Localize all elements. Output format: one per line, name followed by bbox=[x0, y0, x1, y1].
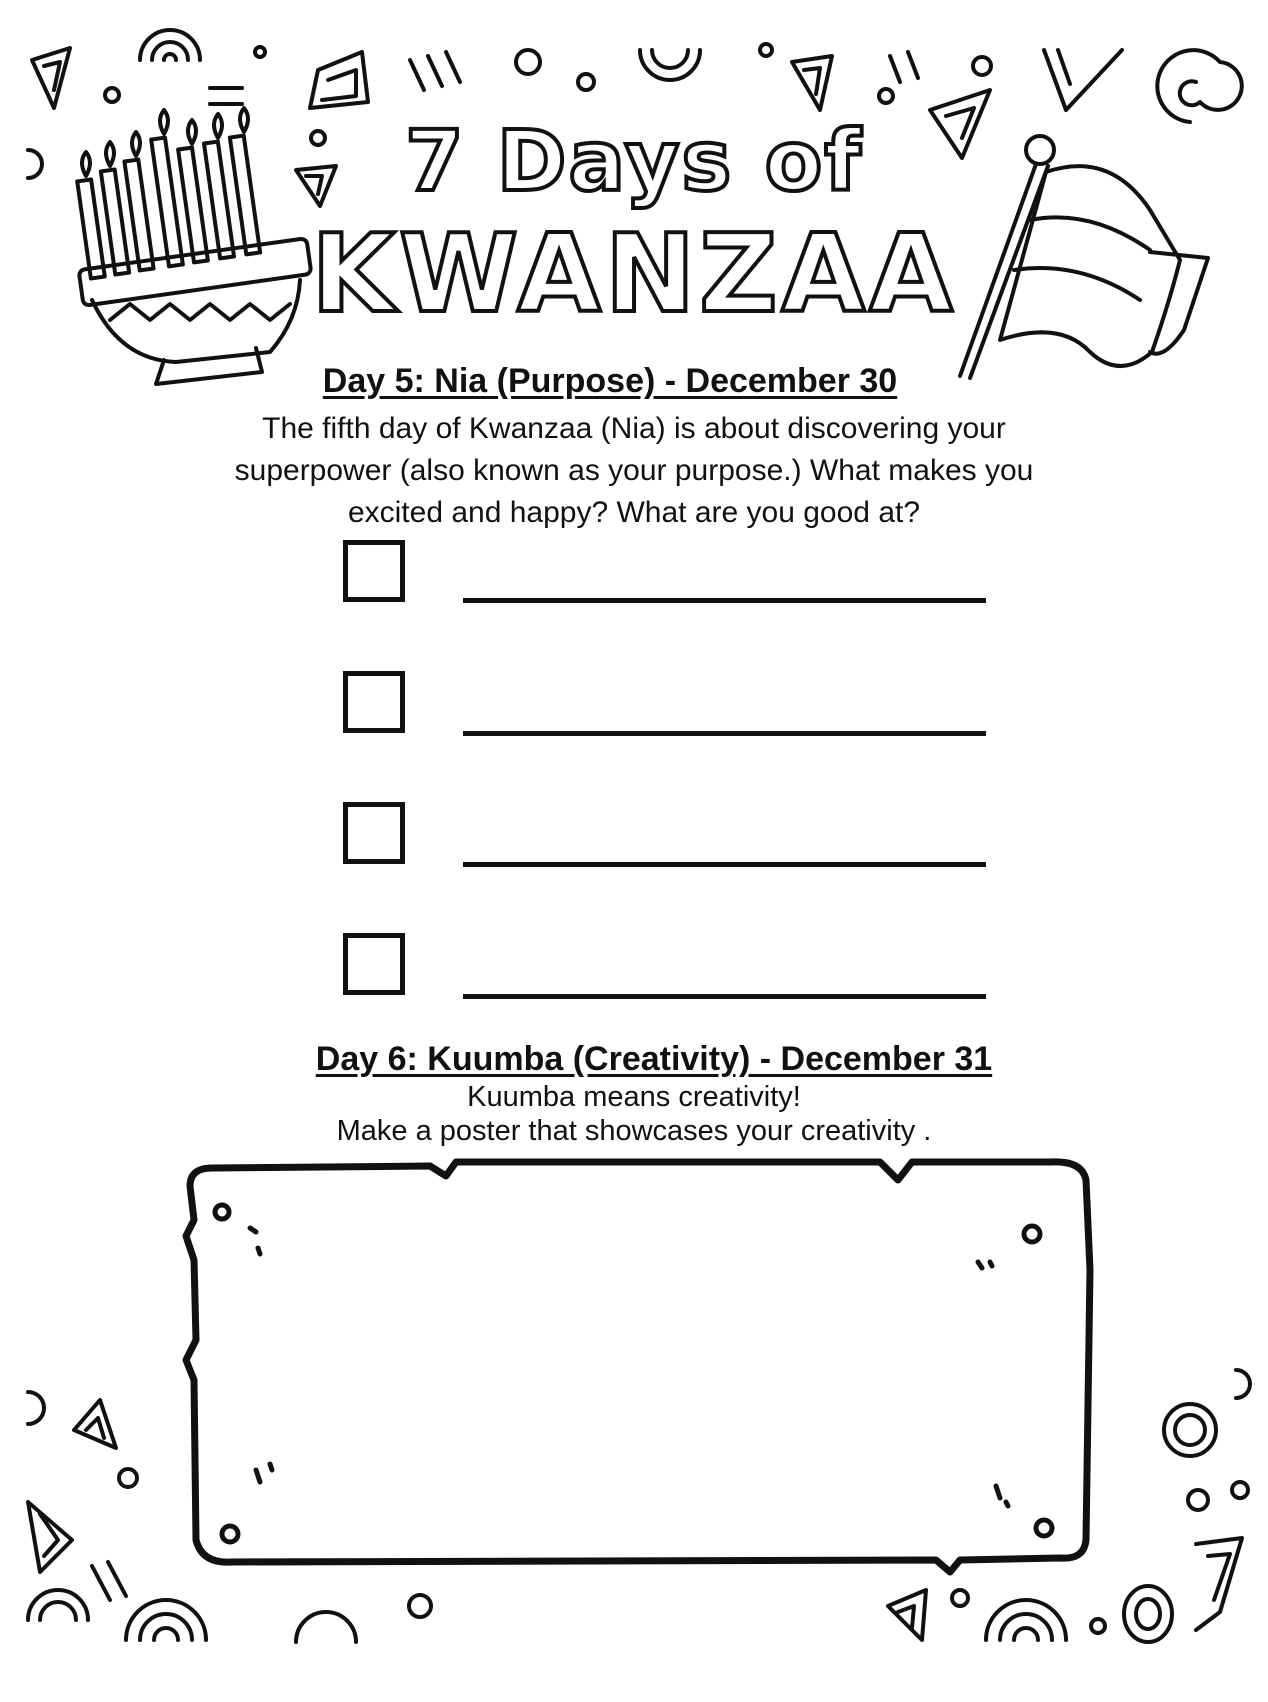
checklist-checkbox-2[interactable] bbox=[343, 671, 405, 733]
checklist-write-line-4[interactable] bbox=[463, 994, 986, 999]
day5-heading: Day 5: Nia (Purpose) - December 30 bbox=[322, 362, 898, 400]
title-line-2: KWANZAA bbox=[311, 212, 957, 337]
day6-line-2: Make a poster that showcases your creativity . bbox=[336, 1115, 932, 1147]
poster-drawing-area[interactable] bbox=[210, 1184, 1070, 1544]
checklist-checkbox-3[interactable] bbox=[343, 802, 405, 864]
day5-description: The fifth day of Kwanzaa (Nia) is about discovering your superpower (also known as your purpose.) What makes you excited and happy? What are you good at? bbox=[234, 412, 1034, 529]
checklist-write-line-1[interactable] bbox=[463, 598, 986, 603]
checklist-checkbox-1[interactable] bbox=[343, 540, 405, 602]
title-line-1: 7 Days of bbox=[405, 112, 863, 210]
checklist-checkbox-4[interactable] bbox=[343, 933, 405, 995]
checklist-write-line-3[interactable] bbox=[463, 862, 986, 867]
checklist-write-line-2[interactable] bbox=[463, 731, 986, 736]
day6-line-1: Kuumba means creativity! bbox=[467, 1081, 801, 1113]
day6-heading: Day 6: Kuumba (Creativity) - December 31 bbox=[315, 1040, 993, 1078]
